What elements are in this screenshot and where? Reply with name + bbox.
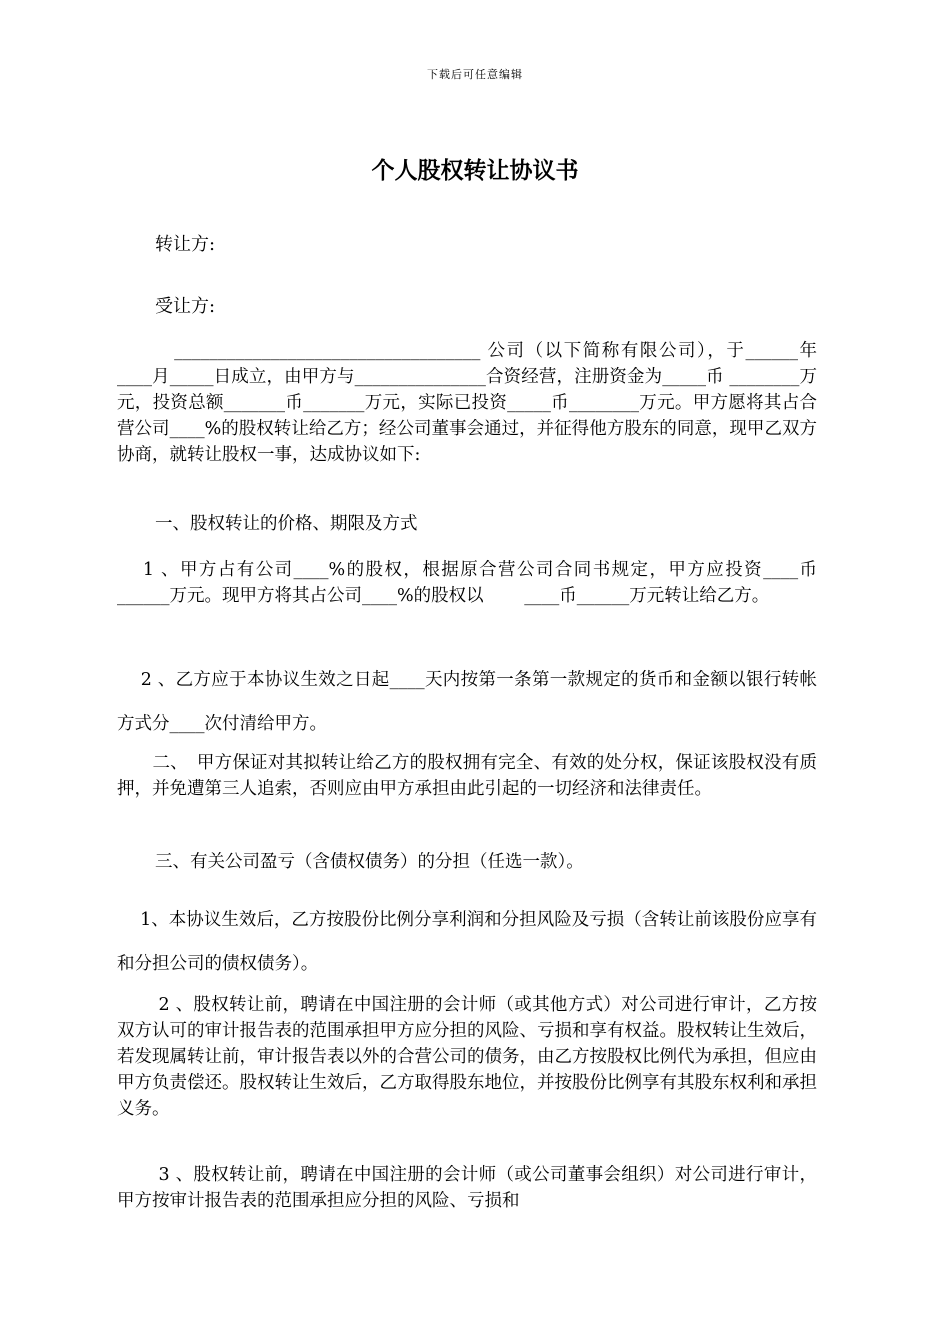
section3-item3: 3 、股权转让前，聘请在中国注册的会计师（或公司董事会组织）对公司进行审计，甲方按审计报告表的范围承担应分担的风险、亏损和 bbox=[117, 1165, 817, 1211]
section3-item2: 2 、股权转让前，聘请在中国注册的会计师（或其他方式）对公司进行审计，乙方按双方认可的审计报告表的范围承担甲方应分担的风险、亏损和享有权益。股权转让生效后，若发现属转让前，审计报告表以外的合营公司的债务，由乙方按股权比例代为承担，但应由甲方负责偿还。股权转让生效后，乙方取得股东地位，并按股份比例享有其股东权利和承担义务。 bbox=[117, 995, 817, 1119]
intro-paragraph: ___________________________________ 公司（以下简称有限公司），于______年____月_____日成立，由甲方与_______________合资经营，注册资金为_____币 ________万元，投资总额_______币_______万元，实际已投资_____币________万元。甲方愿将其占合营公司____%的股权转让给乙方；经公司董事会通过，并征得他方股东的同意，现甲乙双方协商，就转让股权一事，达成协议如下: bbox=[117, 341, 817, 465]
document-title: 个人股权转让协议书 bbox=[371, 158, 579, 184]
section3-heading: 三、有关公司盈亏（含债权债务）的分担（任选一款）。 bbox=[155, 852, 584, 872]
transferor-label: 转让方: bbox=[155, 234, 216, 255]
section1-item2: 2 、乙方应于本协议生效之日起____天内按第一条第一款规定的货币和金额以银行转帐方式分____次付清给甲方。 bbox=[117, 670, 817, 734]
section3-item1: 1、本协议生效后，乙方按股份比例分享利润和分担风险及亏损（含转让前该股份应享有和分担公司的债权债务）。 bbox=[117, 910, 817, 974]
section2-paragraph: 二、 甲方保证对其拟转让给乙方的股权拥有完全、有效的处分权，保证该股权没有质押，并免遭第三人追索，否则应由甲方承担由此引起的一切经济和法律责任。 bbox=[117, 753, 817, 799]
section1-heading: 一、股权转让的价格、期限及方式 bbox=[155, 514, 418, 534]
section1-item1: 1 、甲方占有公司____%的股权，根据原合营公司合同书规定，甲方应投资____币______万元。现甲方将其占公司____%的股权以 ____币______万元转让给乙方。 bbox=[117, 560, 817, 606]
transferee-label: 受让方: bbox=[155, 296, 216, 317]
header-note: 下载后可任意编辑 bbox=[427, 68, 523, 81]
